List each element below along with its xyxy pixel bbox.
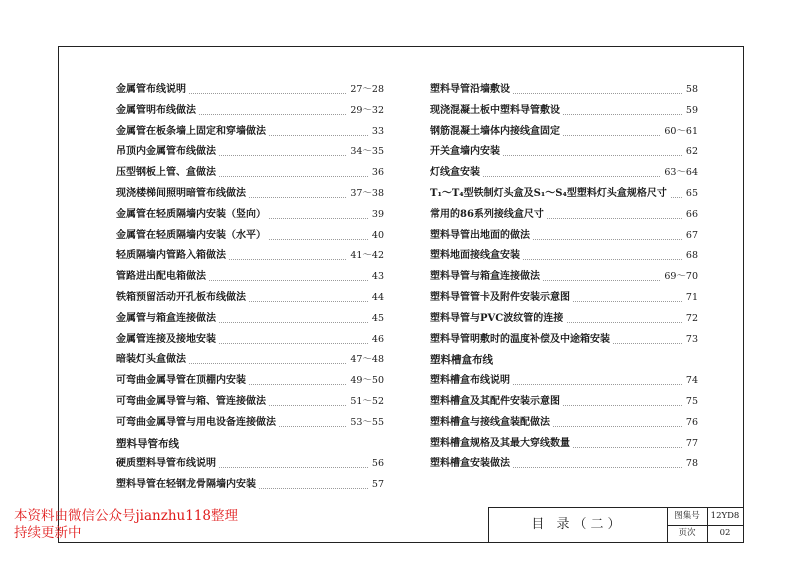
toc-entry: [116, 413, 384, 434]
toc-entry-label: 金属管在轻质隔墙内安装（竖向）: [116, 209, 269, 221]
toc-entry: [116, 267, 384, 288]
toc-entry-label: 轻质隔墙内管路入箱做法: [116, 250, 229, 262]
toc-entry-label: 金属管与箱盒连接做法: [116, 313, 219, 325]
toc-entry: [430, 246, 698, 267]
toc-entry-label: 塑料导管明敷时的温度补偿及中途箱安装: [430, 334, 613, 346]
toc-entry-label: T₁～T₄型铁制灯头盒及S₁～S₄型塑料灯头盒规格尺寸: [430, 188, 670, 200]
toc-entry-pages: 58: [683, 84, 698, 96]
toc-entry-pages: 67: [683, 230, 698, 242]
toc-entry: [116, 122, 384, 143]
toc-entry-label: 塑料槽盒布线说明: [430, 375, 513, 387]
toc-entry: [116, 80, 384, 101]
toc-entry: [430, 163, 698, 184]
toc-entry-pages: 53～55: [347, 417, 384, 429]
toc-entry-pages: 29～32: [347, 105, 384, 117]
toc-entry-label: 塑料槽盒规格及其最大穿线数量: [430, 438, 573, 450]
toc-left-column: [116, 80, 384, 496]
toc-entry-pages: 72: [683, 313, 698, 325]
toc-entry-pages: 43: [369, 271, 384, 283]
toc-entry-pages: 39: [369, 209, 384, 221]
toc-entry-pages: 60～61: [661, 126, 698, 138]
toc-entry: [430, 80, 698, 101]
page-number-label: 页次: [678, 528, 696, 538]
toc-entry-label: 金属管在轻质隔墙内安装（水平）: [116, 230, 269, 242]
toc-entry-pages: 44: [369, 292, 384, 304]
toc-entry-pages: 66: [683, 209, 698, 221]
toc-entry-pages: 45: [369, 313, 384, 325]
toc-entry: [116, 288, 384, 309]
atlas-number-label: 图集号: [674, 511, 700, 521]
toc-entry-label: 管路进出配电箱做法: [116, 271, 209, 283]
toc-entry: [430, 101, 698, 122]
toc-entry: [430, 288, 698, 309]
toc-entry-pages: 46: [369, 334, 384, 346]
toc-entry-label: 金属管连接及接地安装: [116, 334, 219, 346]
toc-entry-pages: 76: [683, 417, 698, 429]
toc-entry-label: 开关盒墙内安装: [430, 146, 503, 158]
toc-entry: [116, 454, 384, 475]
toc-entry-pages: 73: [683, 334, 698, 346]
page-title: 目 录（二）: [531, 517, 625, 532]
toc-entry: [116, 184, 384, 205]
toc-entry: [116, 475, 384, 496]
toc-entry-label: 塑料槽盒布线: [430, 354, 496, 366]
toc-entry-pages: 36: [369, 167, 384, 179]
toc-entry-label: 钢筋混凝土墙体内接线盒固定: [430, 126, 563, 138]
toc-entry-label: 金属管在板条墙上固定和穿墙做法: [116, 126, 269, 138]
toc-entry-label: 塑料导管沿墙敷设: [430, 84, 513, 96]
toc-entry: [430, 267, 698, 288]
toc-entry: [430, 330, 698, 351]
toc-section-heading: [116, 434, 384, 455]
toc-entry-pages: 68: [683, 250, 698, 262]
toc-entry-label: 塑料导管管卡及附件安装示意图: [430, 292, 573, 304]
toc-entry-label: 现浇混凝土板中塑料导管敷设: [430, 105, 563, 117]
toc-entry-pages: 77: [683, 438, 698, 450]
toc-entry-pages: 75: [683, 396, 698, 408]
toc-entry-label: 金属管明布线做法: [116, 105, 199, 117]
toc-entry: [116, 330, 384, 351]
toc-entry-pages: 37～38: [347, 188, 384, 200]
page-number-value: 02: [719, 528, 731, 538]
toc-entry: [430, 371, 698, 392]
toc-entry: [430, 205, 698, 226]
toc-entry-label: 可弯曲金属导管与用电设备连接做法: [116, 417, 279, 429]
toc-entry-label: 可弯曲金属导管与箱、管连接做法: [116, 396, 269, 408]
watermark-line-1: 本资料由微信公众号jianzhu118整理: [14, 508, 239, 524]
toc-entry-label: 塑料地面接线盒安装: [430, 250, 523, 262]
toc-entry: [430, 184, 698, 205]
toc-entry-label: 压型钢板上管、盒做法: [116, 167, 219, 179]
toc-entry-label: 铁箱预留活动开孔板布线做法: [116, 292, 249, 304]
toc-entry-label: 塑料导管布线: [116, 438, 182, 450]
toc-entry: [116, 226, 384, 247]
atlas-number-value: 12YD8: [710, 511, 740, 521]
toc-entry-pages: 74: [683, 375, 698, 387]
toc-entry-pages: 49～50: [347, 375, 384, 387]
toc-entry-label: 硬质塑料导管布线说明: [116, 458, 219, 470]
toc-entry: [116, 392, 384, 413]
toc-entry-pages: 59: [683, 105, 698, 117]
toc-entry-label: 塑料导管与箱盒连接做法: [430, 271, 543, 283]
toc-entry-pages: 47～48: [347, 354, 384, 366]
toc-entry-label: 灯线盒安装: [430, 167, 483, 179]
toc-entry: [116, 309, 384, 330]
toc-entry: [430, 309, 698, 330]
toc-entry-pages: 63～64: [661, 167, 698, 179]
toc-entry-pages: 57: [369, 479, 384, 491]
toc-entry-pages: 40: [369, 230, 384, 242]
toc-entry: [116, 101, 384, 122]
toc-entry-label: 塑料槽盒安装做法: [430, 458, 513, 470]
toc-entry-pages: 41～42: [347, 250, 384, 262]
toc-entry: [430, 122, 698, 143]
toc-entry: [116, 163, 384, 184]
toc-entry-pages: 34～35: [347, 146, 384, 158]
toc-entry-label: 塑料导管在轻钢龙骨隔墙内安装: [116, 479, 259, 491]
toc-entry-pages: 33: [369, 126, 384, 138]
toc-entry: [430, 413, 698, 434]
toc-entry: [116, 350, 384, 371]
toc-entry-pages: 78: [683, 458, 698, 470]
watermark-text: [14, 508, 238, 542]
toc-entry: [430, 226, 698, 247]
toc-entry-label: 塑料导管出地面的做法: [430, 230, 533, 242]
toc-entry-pages: 51～52: [347, 396, 384, 408]
toc-entry: [116, 246, 384, 267]
toc-entry-label: 塑料槽盒及其配件安装示意图: [430, 396, 563, 408]
toc-section-heading: [430, 350, 698, 371]
toc-entry-label: 金属管布线说明: [116, 84, 189, 96]
toc-entry-label: 常用的86系列接线盒尺寸: [430, 209, 547, 221]
toc-entry-pages: 62: [683, 146, 698, 158]
toc-entry: [430, 454, 698, 475]
toc-entry: [116, 371, 384, 392]
toc-right-column: [430, 80, 698, 475]
toc-entry-label: 暗装灯头盒做法: [116, 354, 189, 366]
toc-entry-pages: 69～70: [661, 271, 698, 283]
toc-entry: [430, 142, 698, 163]
toc-entry-label: 塑料导管与PVC波纹管的连接: [430, 313, 566, 325]
toc-entry-pages: 71: [683, 292, 698, 304]
toc-entry: [116, 205, 384, 226]
toc-entry-pages: 27～28: [347, 84, 384, 96]
toc-entry: [430, 392, 698, 413]
toc-entry-label: 塑料槽盒与接线盒装配做法: [430, 417, 553, 429]
title-block: [488, 507, 744, 543]
toc-entry-label: 现浇楼梯间照明暗管布线做法: [116, 188, 249, 200]
toc-entry-label: 可弯曲金属导管在顶棚内安装: [116, 375, 249, 387]
toc-entry-label: 吊顶内金属管布线做法: [116, 146, 219, 158]
watermark-line-2: 持续更新中: [14, 525, 82, 541]
toc-entry: [116, 142, 384, 163]
toc-entry-pages: 56: [369, 458, 384, 470]
toc-entry: [430, 434, 698, 455]
toc-entry-pages: 65: [683, 188, 698, 200]
